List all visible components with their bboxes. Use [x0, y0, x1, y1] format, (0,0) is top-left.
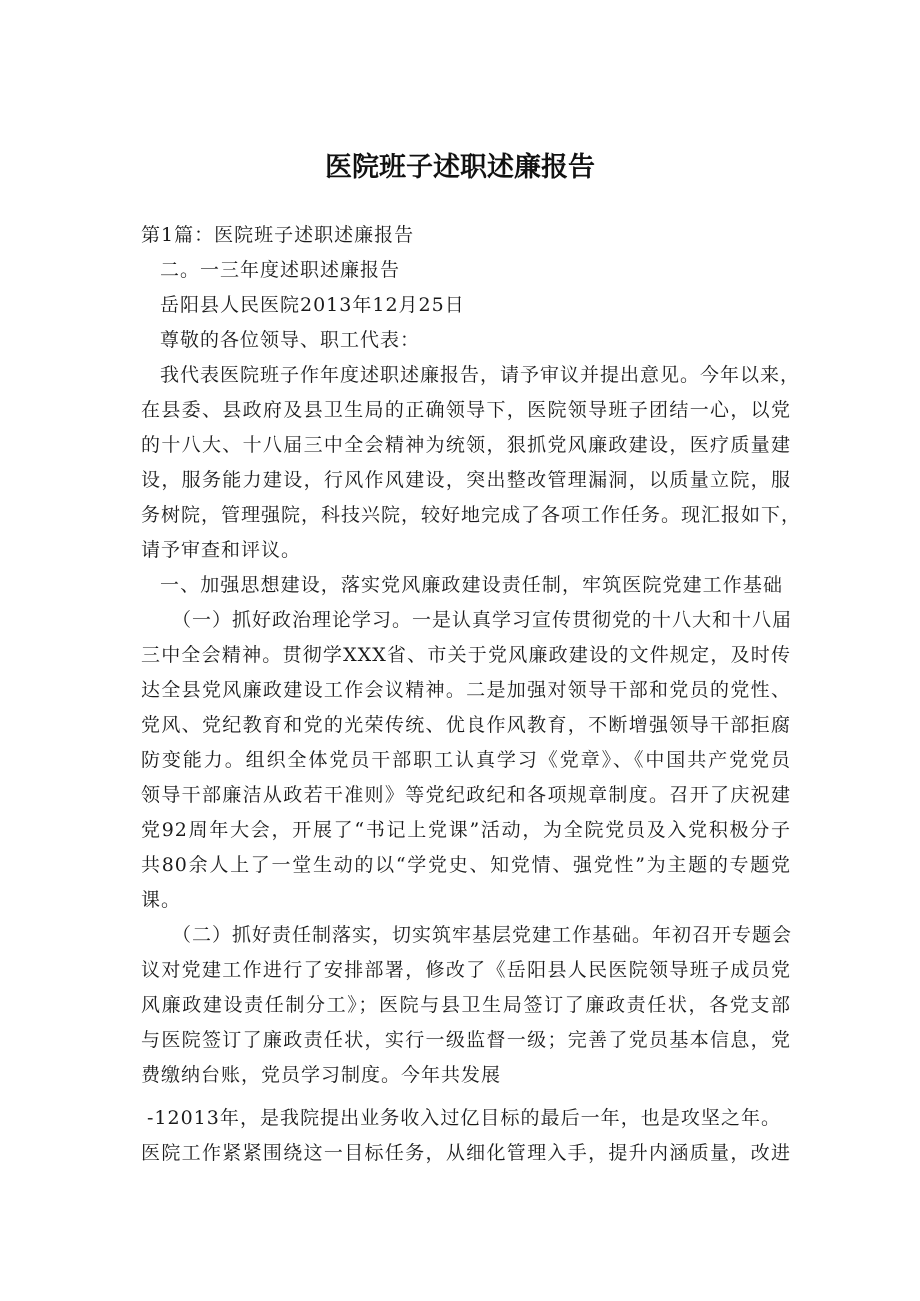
- text-line: 医院工作紧紧围绕这一目标任务，从细化管理入手，提升内涵质量，改进: [141, 1142, 791, 1164]
- text-line: 风廉政建设责任制分工》；医院与县卫生局签订了廉政责任状，各党支部: [141, 994, 791, 1016]
- text-line: 岳阳县人民医院2013年12月25日: [160, 294, 465, 316]
- text-line: 课。: [141, 889, 182, 911]
- text-line: （一）抓好政治理论学习。一是认真学习宣传贯彻党的十八大和十八届: [172, 609, 793, 631]
- text-line: 的十八大、十八届三中全会精神为统领，狠抓党风廉政建设，医疗质量建: [141, 434, 791, 456]
- document-title: 医院班子述职述廉报告: [325, 152, 595, 183]
- text-line: 议对党建工作进行了安排部署，修改了《岳阳县人民医院领导班子成员党: [141, 959, 791, 981]
- text-line: 设，服务能力建设，行风作风建设，突出整改管理漏洞，以质量立院，服: [141, 469, 791, 491]
- section-heading: 一、加强思想建设，落实党风廉政建设责任制，牢筑医院党建工作基础: [160, 574, 783, 596]
- text-line: 务树院，管理强院，科技兴院，较好地完成了各项工作任务。现汇报如下，: [141, 504, 802, 526]
- text-line: 党92周年大会，开展了“书记上党课”活动，为全院党员及入党积极分子: [141, 819, 791, 841]
- text-line: 费缴纳台账，党员学习制度。今年共发展: [141, 1064, 502, 1086]
- text-line: 共80余人上了一堂生动的以“学党史、知党情、强党性”为主题的专题党: [141, 854, 791, 876]
- text-line: 三中全会精神。贯彻学XXX省、市关于党风廉政建设的文件规定，及时传: [141, 644, 791, 666]
- text-line: 请予审查和评议。: [141, 539, 302, 561]
- text-line: 尊敬的各位领导、职工代表：: [160, 329, 421, 351]
- text-line: 二。一三年度述职述廉报告: [160, 259, 401, 281]
- text-line: 领导干部廉洁从政若干准则》等党纪政纪和各项规章制度。召开了庆祝建: [141, 784, 791, 806]
- text-line: 我代表医院班子作年度述职述廉报告，请予审议并提出意见。今年以来，: [160, 364, 801, 386]
- text-line: 与医院签订了廉政责任状，实行一级监督一级；完善了党员基本信息，党: [141, 1029, 791, 1051]
- text-line: 防变能力。组织全体党员干部职工认真学习《党章》、《中国共产党党员: [141, 749, 791, 771]
- text-line: -12013年，是我院提出业务收入过亿目标的最后一年，也是攻坚之年。: [147, 1107, 781, 1129]
- text-line: 第1篇：医院班子述职述廉报告: [141, 224, 415, 246]
- text-line: 达全县党风廉政建设工作会议精神。二是加强对领导干部和党员的党性、: [141, 679, 791, 701]
- text-line: 在县委、县政府及县卫生局的正确领导下，医院领导班子团结一心，以党: [141, 399, 791, 421]
- text-line: 党风、党纪教育和党的光荣传统、优良作风教育，不断增强领导干部拒腐: [141, 714, 791, 736]
- text-line: （二）抓好责任制落实，切实筑牢基层党建工作基础。年初召开专题会: [172, 924, 793, 946]
